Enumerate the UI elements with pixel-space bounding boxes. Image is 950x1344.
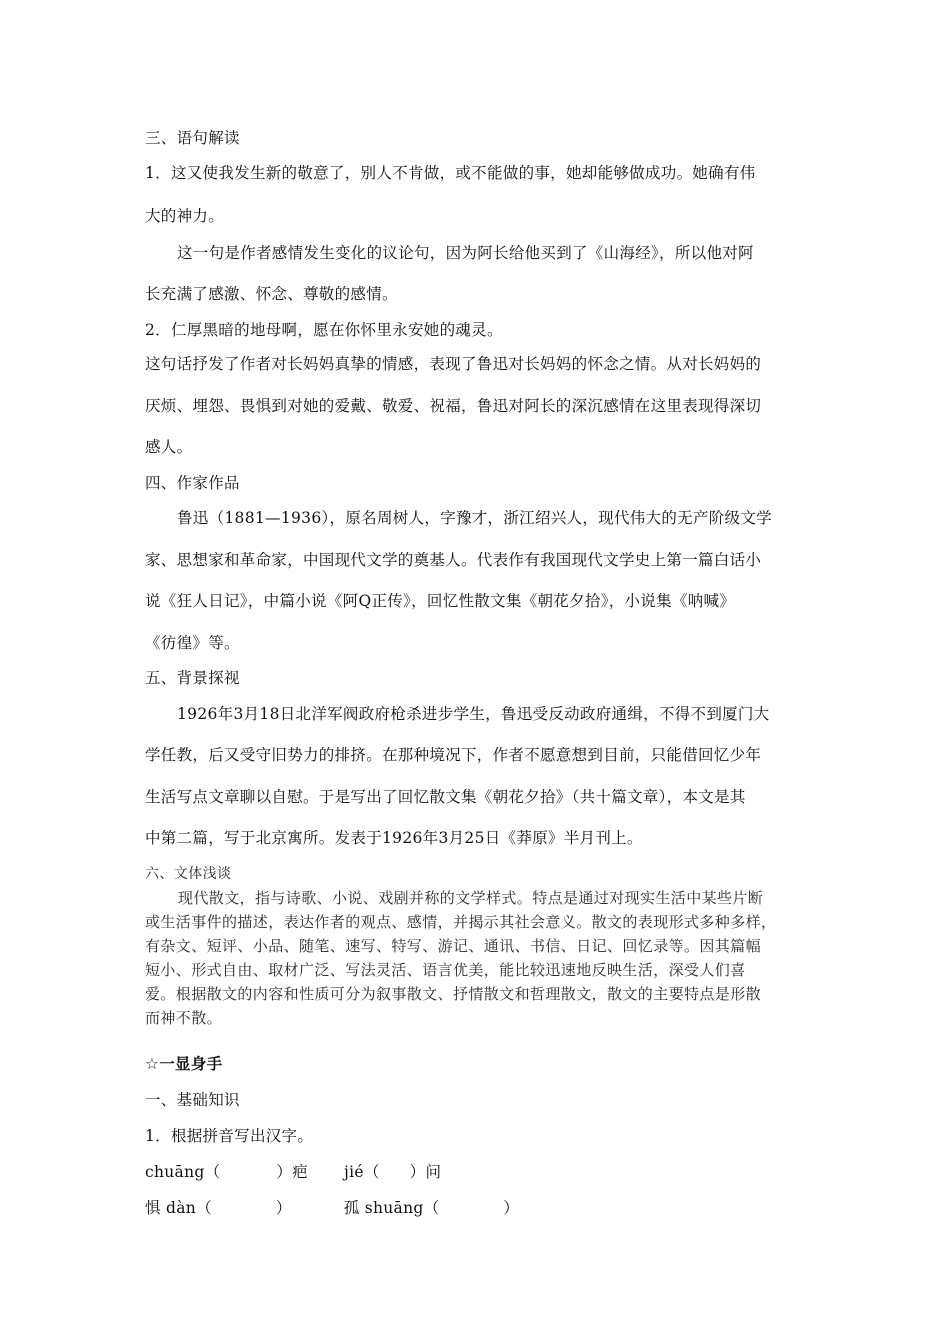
question-1-line-2: 大的神力。 <box>145 207 225 225</box>
background-line-2: 学任教，后又受守旧势力的排挤。在那种境况下，作者不愿意想到目前，只能借回忆少年 <box>145 746 762 764</box>
answer-2-line-1: 这句话抒发了作者对长妈妈真挚的情感，表现了鲁迅对长妈妈的怀念之情。从对长妈妈的 <box>145 355 762 373</box>
pinyin-dan: 惧 dàn（ <box>145 1199 212 1217</box>
author-line-1: 鲁迅（1881—1936），原名周树人，字豫才，浙江绍兴人，现代伟大的无产阶级文学 <box>177 509 772 527</box>
pinyin-row-2 <box>145 1198 519 1218</box>
pinyin-shuang: 孤 shuāng（ <box>343 1199 440 1217</box>
background-line-3: 生活写点文章聊以自慰。于是写出了回忆散文集《朝花夕拾》（共十篇文章），本文是其 <box>145 788 746 806</box>
section-5-heading: 五、背景探视 <box>145 669 240 687</box>
basic-knowledge-heading: 一、基础知识 <box>145 1091 240 1109</box>
answer-2-line-2: 厌烦、埋怨、畏惧到对她的爱戴、敬爱、祝福，鲁迅对阿长的深沉感情在这里表现得深切 <box>145 397 762 415</box>
pinyin-question: 1．根据拼音写出汉字。 <box>145 1127 314 1145</box>
section-4-heading: 四、作家作品 <box>145 474 240 492</box>
author-line-2: 家、思想家和革命家，中国现代文学的奠基人。代表作有我国现代文学史上第一篇白话小 <box>145 551 762 569</box>
genre-line-1: 现代散文，指与诗歌、小说、戏剧并称的文学样式。特点是通过对现实生活中某些片断 <box>178 889 764 907</box>
author-line-3: 说《狂人日记》，中篇小说《阿Q正传》，回忆性散文集《朝花夕拾》，小说集《呐喊》 <box>145 592 736 610</box>
pinyin-chuang-suffix: ）疤 <box>276 1163 309 1181</box>
pinyin-chuang: chuāng（ <box>145 1163 221 1181</box>
pinyin-row-1 <box>145 1162 441 1182</box>
genre-line-6: 而神不散。 <box>145 1009 223 1027</box>
background-line-1: 1926年3月18日北洋军阀政府枪杀进步学生，鲁迅受反动政府通缉，不得不到厦门大 <box>177 705 770 723</box>
genre-line-3: 有杂文、短评、小品、随笔、速写、特写、游记、通讯、书信、日记、回忆录等。因其篇幅 <box>145 937 762 955</box>
genre-line-2: 或生活事件的描述，表达作者的观点、感情，并揭示其社会意义。散文的表现形式多种多样， <box>145 913 777 931</box>
background-line-4: 中第二篇，写于北京寓所。发表于1926年3月25日《莽原》半月刊上。 <box>145 829 643 847</box>
section-6-heading: 六、文体浅谈 <box>145 866 232 882</box>
section-3-heading: 三、语句解读 <box>145 129 240 147</box>
pinyin-shuang-suffix: ） <box>503 1199 520 1217</box>
answer-1-line-2: 长充满了感激、怀念、尊敬的感情。 <box>145 285 398 303</box>
genre-line-5: 爱。根据散文的内容和性质可分为叙事散文、抒情散文和哲理散文，散文的主要特点是形散 <box>145 985 762 1003</box>
pinyin-dan-suffix: ） <box>275 1199 292 1217</box>
pinyin-jie-suffix: ）问 <box>409 1163 442 1181</box>
question-1-line-1: 1．这又使我发生新的敬意了，别人不肯做，或不能做的事，她却能够做成功。她确有伟 <box>145 164 756 182</box>
author-line-4: 《彷徨》等。 <box>145 634 240 652</box>
answer-2-line-3: 感人。 <box>145 438 193 456</box>
genre-line-4: 短小、形式自由、取材广泛、写法灵活、语言优美，能比较迅速地反映生活，深受人们喜 <box>145 961 746 979</box>
answer-1-line-1: 这一句是作者感情发生变化的议论句，因为阿长给他买到了《山海经》，所以他对阿 <box>177 244 754 262</box>
question-2: 2．仁厚黑暗的地母啊，愿在你怀里永安她的魂灵。 <box>145 321 503 339</box>
pinyin-jie: jié（ <box>344 1163 380 1181</box>
practice-heading: ☆一显身手 <box>145 1055 223 1073</box>
